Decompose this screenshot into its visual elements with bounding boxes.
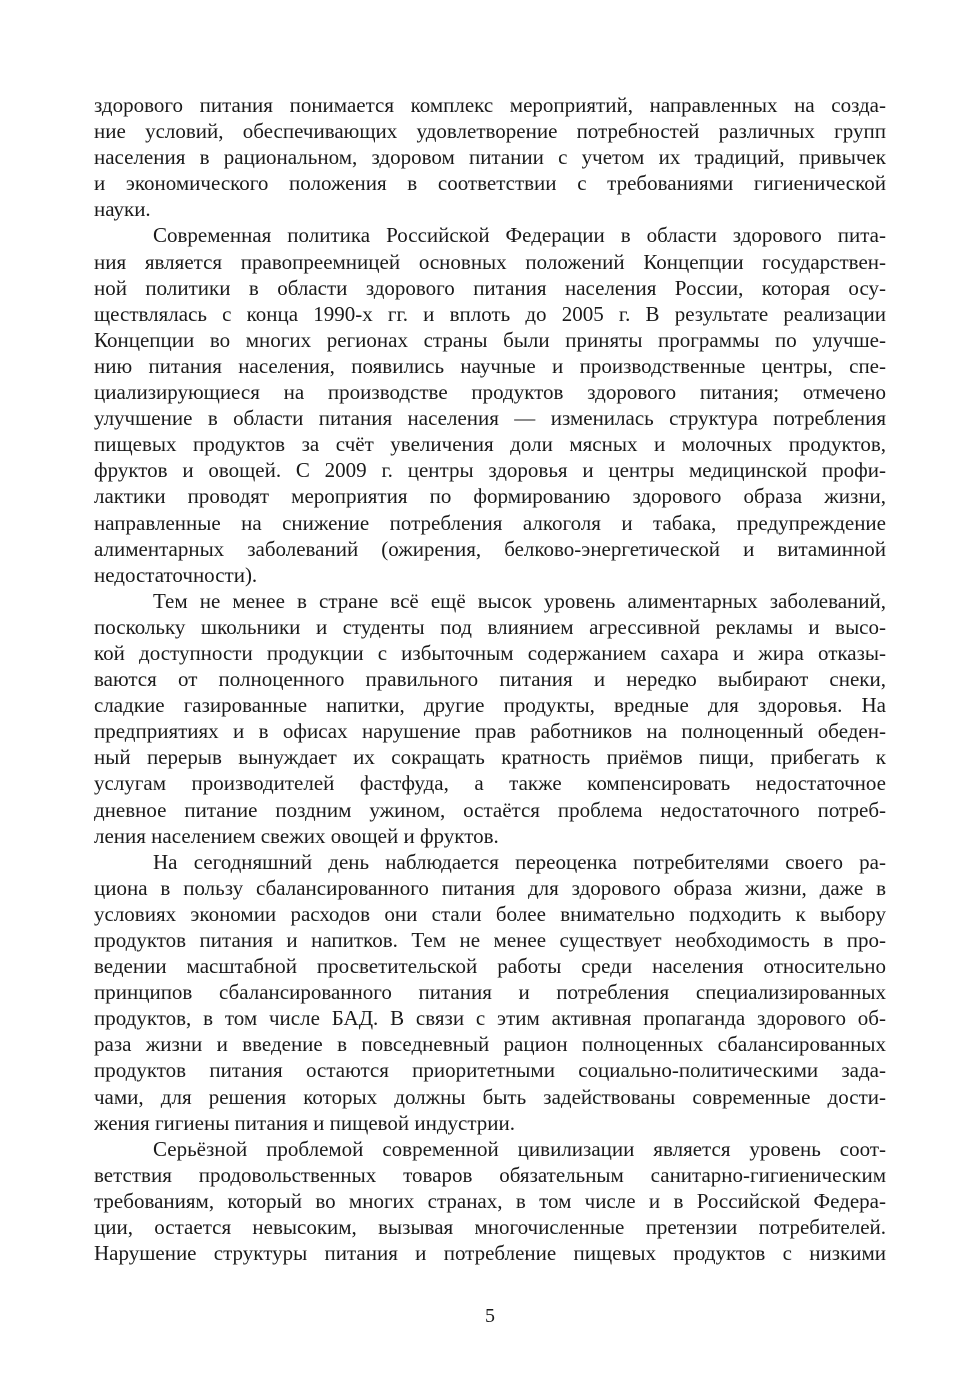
text-line: ный перерыв вынуждает их сокращать кратность приёмов пищи, прибегать к: [94, 745, 886, 770]
paragraph: [94, 588, 886, 849]
text-line: ние условий, обеспечивающих удовлетворение потребностей различных групп: [94, 119, 886, 144]
text-line: недостаточности).: [94, 562, 258, 587]
text-line: ния является правопреемницей основных положений Концепции государствен-: [94, 249, 886, 274]
text-line: сладкие газированные напитки, другие продукты, вредные для здоровья. На: [94, 693, 886, 718]
text-line: Тем не менее в стране всё ещё высок уровень алиментарных заболеваний,: [153, 588, 886, 613]
text-line: Современная политика Российской Федерации в области здорового пита-: [153, 223, 886, 248]
text-line: принципов сбалансированного питания и потребления специализированных: [94, 980, 886, 1005]
page-body: [94, 92, 886, 1266]
text-line: требованиям, который во многих странах, в том числе и в Российской Федера-: [94, 1188, 886, 1213]
text-line: циализирующиеся на производстве продуктов здорового питания; отмечено: [94, 380, 886, 405]
text-line: населения в рациональном, здоровом питании с учетом их традиций, привычек: [94, 145, 886, 170]
paragraph: [94, 849, 886, 1136]
paragraph: [94, 1136, 886, 1266]
text-line: нию питания населения, появились научные и производственные центры, спе-: [94, 353, 886, 378]
text-line: продуктов питания остаются приоритетными социально-политическими зада-: [94, 1058, 886, 1083]
text-line: пищевых продуктов за счёт увеличения доли мясных и молочных продуктов,: [94, 432, 886, 457]
text-line: На сегодняшний день наблюдается переоценка потребителями своего ра-: [153, 849, 886, 874]
text-line: предприятиях и в офисах нарушение прав работников на полноценный обеден-: [94, 719, 886, 744]
text-line: науки.: [94, 197, 151, 222]
text-line: здорового питания понимается комплекс мероприятий, направленных на созда-: [94, 93, 886, 117]
text-line: услугам производителей фастфуда, а также компенсировать недостаточное: [94, 771, 886, 796]
text-line: ветствия продовольственных товаров обязательным санитарно-гигиеническим: [94, 1162, 886, 1187]
text-line: фруктов и овощей. С 2009 г. центры здоровья и центры медицинской профи-: [94, 458, 886, 483]
text-line: Нарушение структуры питания и потребление пищевых продуктов с низкими: [94, 1241, 886, 1266]
page-number: 5: [485, 1305, 495, 1327]
text-line: лактики проводят мероприятия по формированию здорового образа жизни,: [94, 484, 886, 509]
text-line: чами, для решения которых должны быть задействованы современные дости-: [94, 1084, 886, 1109]
text-line: Серьёзной проблемой современной цивилизации является уровень соот-: [153, 1136, 886, 1161]
text-line: улучшение в области питания населения — изменилась структура потребления: [94, 406, 886, 431]
text-line: условиях экономии расходов они стали более внимательно подходить к выбору: [94, 901, 886, 926]
text-line: ществлялась с конца 1990-х гг. и вплоть до 2005 г. В результате реализации: [94, 301, 886, 326]
paragraph: [94, 92, 886, 222]
text-line: поскольку школьники и студенты под влиянием агрессивной рекламы и высо-: [94, 614, 886, 639]
text-line: Концепции во многих регионах страны были приняты программы по улучше-: [94, 327, 886, 352]
text-line: жения гигиены питания и пищевой индустрии.: [94, 1110, 516, 1135]
text-line: продуктов, в том числе БАД. В связи с этим активная пропаганда здорового об-: [94, 1006, 886, 1031]
text-line: и экономического положения в соответствии с требованиями гигиенической: [94, 171, 886, 196]
text-line: циона в пользу сбалансированного питания для здорового образа жизни, даже в: [94, 875, 886, 900]
text-line: направленные на снижение потребления алкоголя и табака, предупреждение: [94, 510, 886, 535]
text-line: ции, остается невысоким, вызывая многочисленные претензии потребителей.: [94, 1215, 886, 1240]
text-line: дневное питание поздним ужином, остаётся проблема недостаточного потреб-: [94, 797, 886, 822]
paragraph: [94, 222, 886, 587]
text-line: продуктов питания и напитков. Тем не менее существует необходимость в про-: [94, 928, 886, 952]
text-line: ваются от полноценного правильного питания и нередко выбирают снеки,: [94, 667, 886, 692]
text-line: раза жизни и введение в повседневный рацион полноценных сбалансированных: [94, 1032, 886, 1057]
text-line: ления населением свежих овощей и фруктов.: [94, 823, 499, 848]
text-line: кой доступности продукции с избыточным содержанием сахара и жира отказы-: [94, 640, 886, 665]
text-line: ной политики в области здорового питания населения России, которая осу-: [94, 275, 886, 300]
text-line: алиментарных заболеваний (ожирения, белково-энергетической и витаминной: [94, 536, 886, 561]
text-line: ведении масштабной просветительской работы среди населения относительно: [94, 954, 886, 979]
